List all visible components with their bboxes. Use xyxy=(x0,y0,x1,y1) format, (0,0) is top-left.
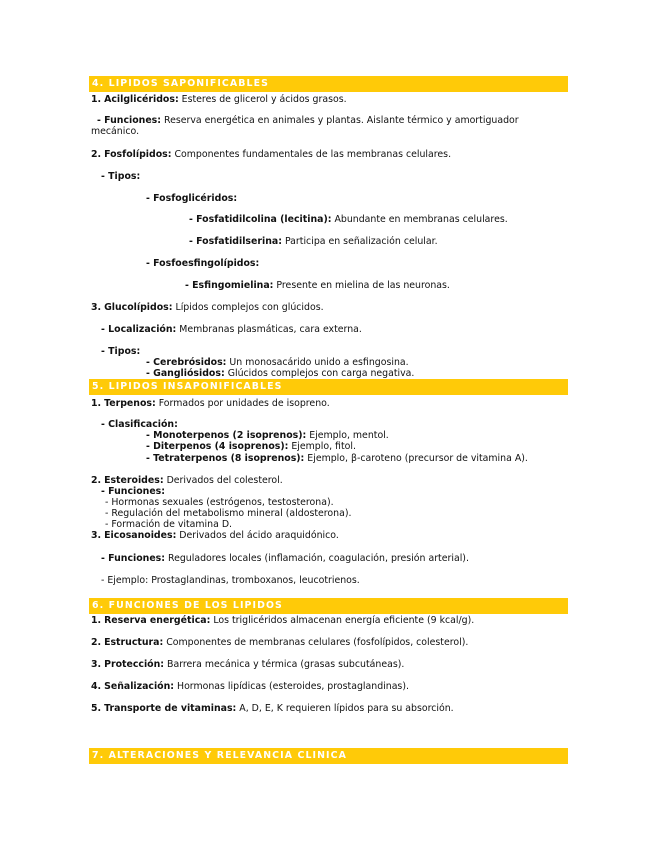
item-esteroides: 2. Esteroides: Derivados del colesterol. xyxy=(91,475,283,486)
fosfo-tipos: - Tipos: xyxy=(101,171,141,182)
item-fosfolipidos: 2. Fosfolípidos: Componentes fundamentales de las membranas celulares. xyxy=(91,149,452,160)
acil-funciones-cont: mecánico. xyxy=(91,126,140,137)
est-funcion-2: - Regulación del metabolismo mineral (aldosterona). xyxy=(105,508,352,519)
est-funciones: - Funciones: xyxy=(101,486,166,497)
cerebrosidos: - Cerebrósidos: Un monosacárido unido a esfingosina. xyxy=(146,357,409,368)
item-eicosanoides: 3. Eicosanoides: Derivados del ácido araquidónico. xyxy=(91,530,339,541)
fosfogliceridos: - Fosfoglicéridos: xyxy=(146,193,238,204)
section-header-lipidos-saponificables: 4. LIPIDOS SAPONIFICABLES xyxy=(89,76,568,92)
item-terpenos: 1. Terpenos: Formados por unidades de isopreno. xyxy=(91,398,330,409)
item-glucolipidos: 3. Glucolípidos: Lípidos complejos con glúcidos. xyxy=(91,302,324,313)
section-header-alteraciones: 7. ALTERACIONES Y RELEVANCIA CLINICA xyxy=(89,748,568,764)
fosfatidilcolina: - Fosfatidilcolina (lecitina): Abundante en membranas celulares. xyxy=(189,214,508,225)
gluco-localizacion: - Localización: Membranas plasmáticas, cara externa. xyxy=(101,324,362,335)
eic-funciones: - Funciones: Reguladores locales (inflamación, coagulación, presión arterial). xyxy=(101,553,469,564)
funcion-estructura: 2. Estructura: Componentes de membranas celulares (fosfolípidos, colesterol). xyxy=(91,637,469,648)
tetraterpenos: - Tetraterpenos (8 isoprenos): Ejemplo, β-caroteno (precursor de vitamina A). xyxy=(146,453,528,464)
eic-ejemplo: - Ejemplo: Prostaglandinas, tromboxanos, leucotrienos. xyxy=(101,575,360,586)
diterpenos: - Diterpenos (4 isoprenos): Ejemplo, fitol. xyxy=(146,441,356,452)
est-funcion-1: - Hormonas sexuales (estrógenos, testosterona). xyxy=(105,497,334,508)
est-funcion-3: - Formación de vitamina D. xyxy=(105,519,233,530)
monoterpenos: - Monoterpenos (2 isoprenos): Ejemplo, mentol. xyxy=(146,430,389,441)
fosfoesfingolipidos: - Fosfoesfingolípidos: xyxy=(146,258,260,269)
funcion-proteccion: 3. Protección: Barrera mecánica y térmica (grasas subcutáneas). xyxy=(91,659,405,670)
fosfatidilserina: - Fosfatidilserina: Participa en señalización celular. xyxy=(189,236,438,247)
section-header-funciones-lipidos: 6. FUNCIONES DE LOS LIPIDOS xyxy=(89,598,568,614)
acil-funciones: - Funciones: Reserva energética en animales y plantas. Aislante térmico y amortiguador xyxy=(97,115,519,126)
gluco-tipos: - Tipos: xyxy=(101,346,141,357)
funcion-senalizacion: 4. Señalización: Hormonas lipídicas (esteroides, prostaglandinas). xyxy=(91,681,409,692)
item-acilgliceridos: 1. Acilglicéridos: Esteres de glicerol y ácidos grasos. xyxy=(91,94,347,105)
funcion-transporte: 5. Transporte de vitaminas: A, D, E, K requieren lípidos para su absorción. xyxy=(91,703,454,714)
section-header-lipidos-insaponificables: 5. LIPIDOS INSAPONIFICABLES xyxy=(89,379,568,395)
gangliosidos: - Gangliósidos: Glúcidos complejos con carga negativa. xyxy=(146,368,415,379)
esfingomielina: - Esfingomielina: Presente en mielina de las neuronas. xyxy=(185,280,450,291)
terp-clasificacion: - Clasificación: xyxy=(101,419,178,430)
funcion-reserva: 1. Reserva energética: Los triglicéridos almacenan energía eficiente (9 kcal/g). xyxy=(91,615,475,626)
